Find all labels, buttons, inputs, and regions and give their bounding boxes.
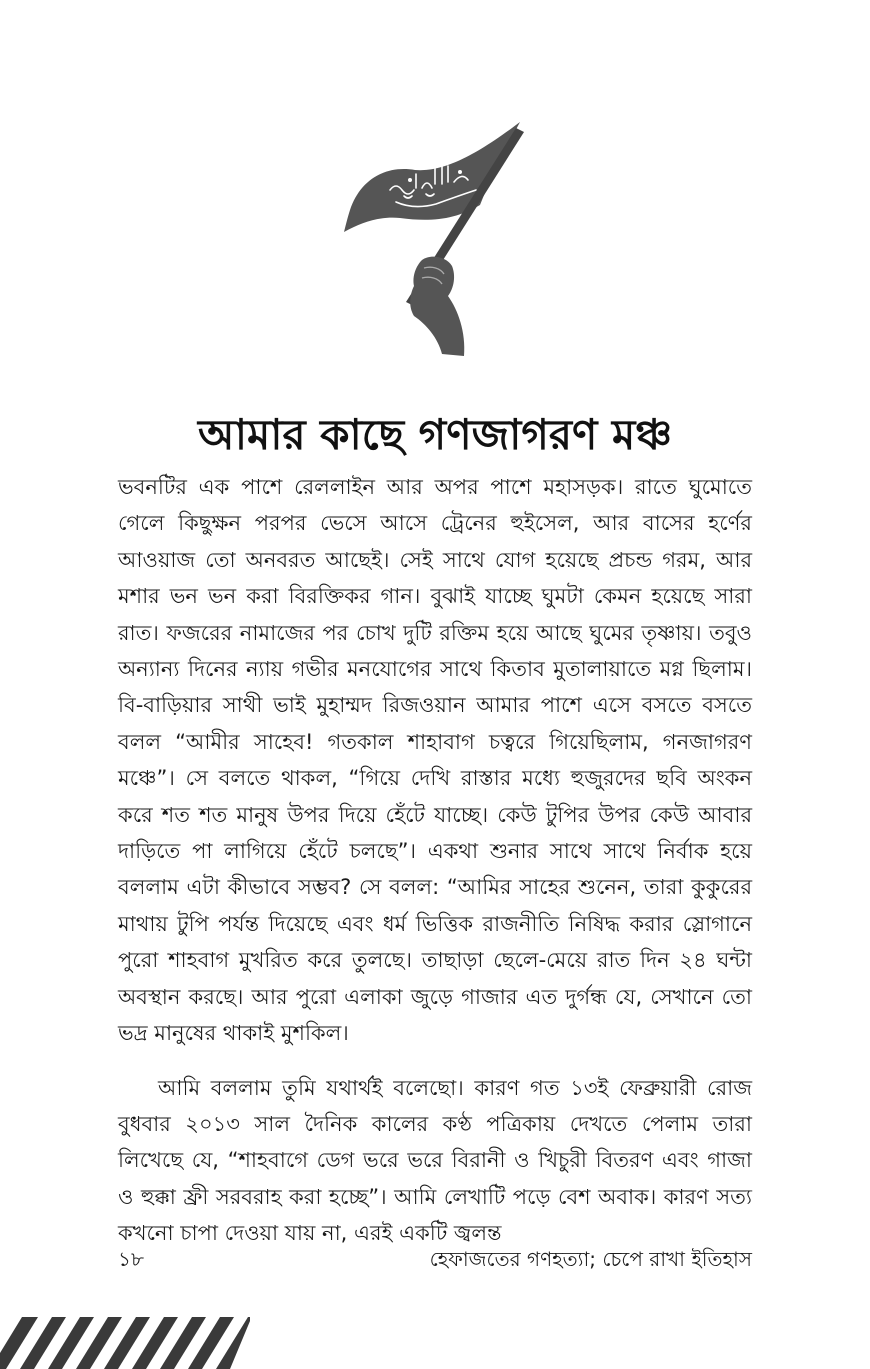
page-number: ১৮ — [118, 1247, 144, 1271]
raised-hand — [410, 257, 464, 356]
paragraph: ভবনটির এক পাশে রেললাইন আর অপর পাশে মহাসড়ক। রাতে ঘুমোতে গেলে কিছুক্ষন পরপর ভেসে আসে ট্রেনের হুইসেল, আর বাসের হর্ণের আওয়াজ তো অনবরত আছেই। সেই সাথে যোগ হয়েছে প্রচন্ড গরম, আর মশার ভন ভন করা বিরক্তিকর গান। বুঝাই যাচ্ছে ঘুমটা কেমন হয়েছে সারা রাত। ফজরের নামাজের পর চোখ দুটি রক্তিম হয়ে আছে ঘুমের তৃষ্ণায়। তবুও অন্যান্য দিনের ন্যায় গভীর মনযোগের সাথে কিতাব মুতালায়াতে মগ্ন ছিলাম। বি-বাড়িয়ার সাথী ভাই মুহাম্মদ রিজওয়ান আমার পাশে এসে বসতে বসতে বলল “আমীর সাহেব! গতকাল শাহাবাগ চত্বরে গিয়েছিলাম, গনজাগরণ মঞ্চে”। সে বলতে থাকল, “গিয়ে দেখি রাস্তার মধ্যে হুজুরদের ছবি অংকন করে শত শত মানুষ উপর দিয়ে হেঁটে যাচ্ছে। কেউ টুপির উপর কেউ আবার দাড়িতে পা লাগিয়ে হেঁটে চলছে”। একথা শুনার সাথে সাথে নির্বাক হয়ে বললাম এটা কীভাবে সম্ভব? সে বলল: “আমির সাহের শুনেন, তারা কুকুরের মাথায় টুপি পর্যন্ত দিয়েছে এবং ধর্ম ভিত্তিক রাজনীতি নিষিদ্ধ করার স্লোগানে পুরো শাহবাগ মুখরিত করে তুলছে। তাছাড়া ছেলে-মেয়ে রাত দিন ২৪ ঘন্টা অবস্থান করছে। আর পুরো এলাকা জুড়ে গাজার এত দুর্গন্ধ যে, সেখানে তো ভদ্র মানুষের থাকাই মুশকিল। — [118, 475, 752, 1046]
chapter-body — [118, 469, 752, 1252]
corner-stripes-decoration — [0, 1317, 250, 1369]
chapter-title: আমার কাছে গণজাগরণ মঞ্চ — [197, 410, 673, 459]
page-footer — [118, 1242, 752, 1276]
flag-in-hand-icon — [330, 110, 540, 360]
paragraph: আমি বললাম তুমি যথার্থই বলেছো। কারণ গত ১৩ই ফেব্রুয়ারী রোজ বুধবার ২০১৩ সাল দৈনিক কালের কণ্ঠ পত্রিকায় দেখতে পেলাম তারা লিখেছে যে, “শাহবাগে ডেগ ভরে ভরে বিরানী ও খিচুরী বিতরণ এবং গাজা ও হুক্কা ফ্রী সরবরাহ করা হচ্ছে”। আমি লেখাটি পড়ে বেশ অবাক। কারণ সত্য কখনো চাপা দেওয়া যায় না, এরই একটি জ্বলন্ত — [118, 1075, 752, 1246]
running-title: হেফাজতের গণহত্যা; চেপে রাখা ইতিহাস — [429, 1247, 752, 1271]
